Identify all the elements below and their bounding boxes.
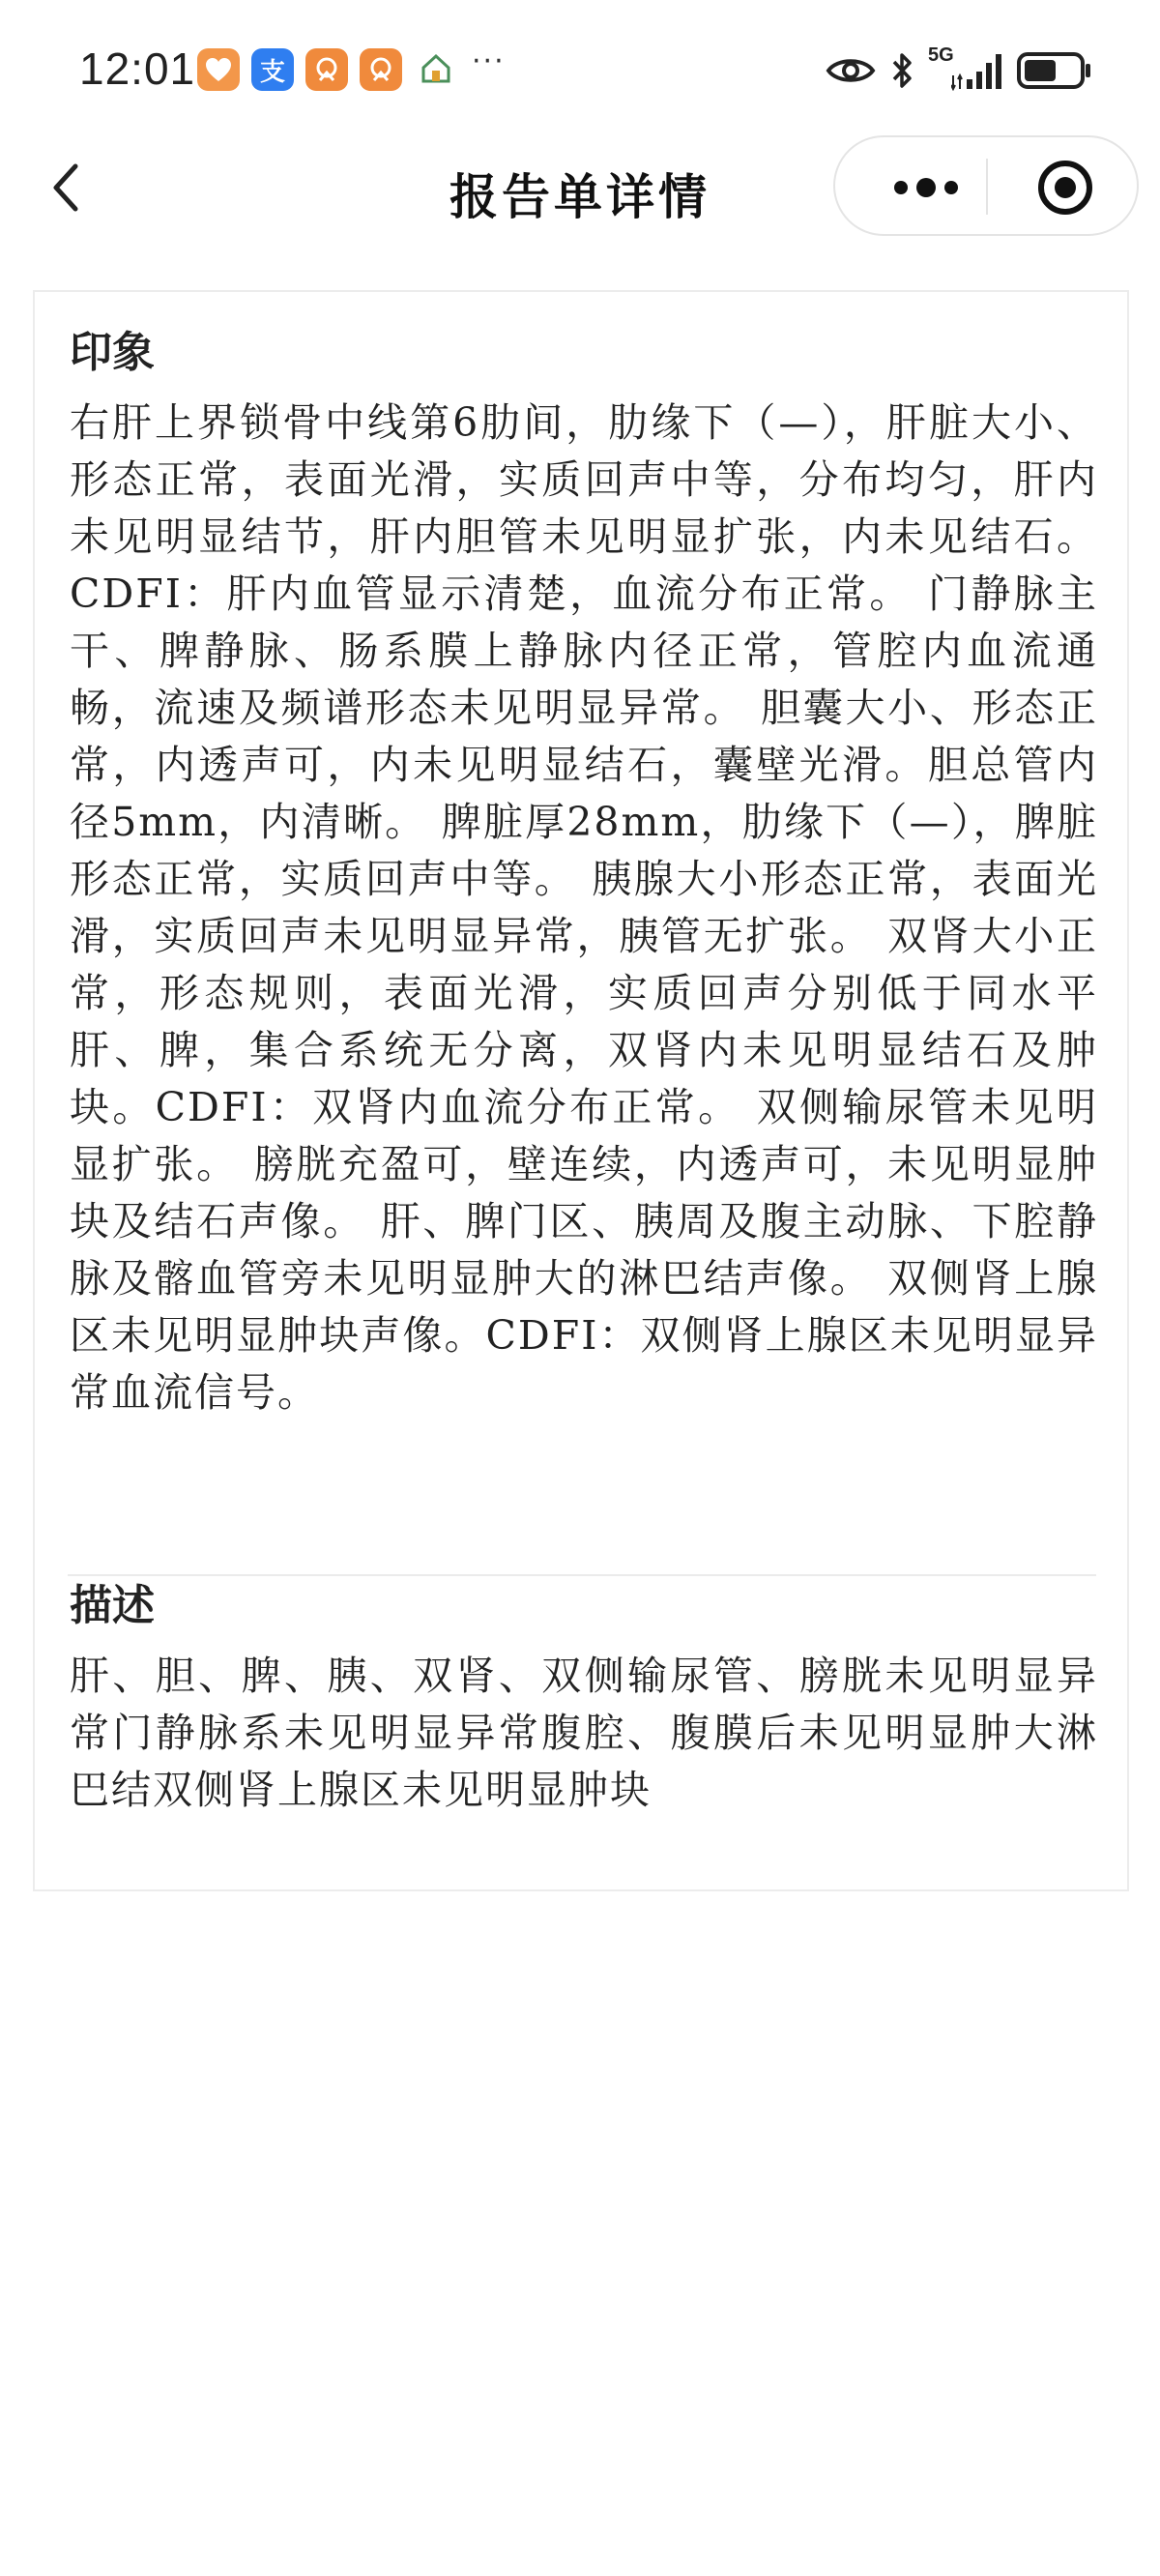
status-time: 12:01 [79, 44, 196, 94]
description-text: 肝、胆、脾、胰、双肾、双侧输尿管、膀胱未见明显异常门静脉系未见明显异常腹腔、腹膜后未见明显肿大淋巴结双侧肾上腺区未见明显肿块 [70, 1653, 1098, 1813]
section-divider [68, 1574, 1096, 1576]
page-title: 报告单详情 [450, 168, 710, 225]
status-bar [0, 0, 1160, 135]
impression-heading: 印象 [70, 328, 155, 377]
app-icon [360, 48, 402, 91]
miniprogram-capsule [833, 135, 1139, 236]
close-target-icon[interactable] [1036, 159, 1094, 217]
alipay-icon: 支 [251, 48, 294, 91]
description-heading: 描述 [70, 1581, 155, 1630]
network-type-label: 5G [928, 44, 954, 66]
battery-icon [1017, 51, 1092, 90]
more-notifications-icon: ··· [472, 44, 506, 78]
description-section [70, 1578, 1098, 1819]
impression-text: 右肝上界锁骨中线第6肋间，肋缘下（—），肝脏大小、形态正常，表面光滑，实质回声中等，分布均匀，肝内未见明显结节，肝内胆管未见明显扩张，内未见结石。CDFI：肝内血管显示清楚，血流分布正常。 门静脉主干、脾静脉、肠系膜上静脉内径正常，管腔内血流通畅，流速及频谱形态未见明显异常。 胆囊大小、形态正常，内透声可，内未见明显结石，囊壁光滑。胆总管内径5mm，内清晰。 脾脏厚28mm，肋缘下（—），脾脏形态正常，实质回声中等。 胰腺大小形态正常，表面光滑，实质回声未见明显异常，胰管无扩张。 双肾大小正常，形态规则，表面光滑，实质回声分别低于同水平肝、脾，集合系统无分离，双肾内未见明显结石及肿块。CDFI：双肾内血流分布正常。 双侧输尿管未见明显扩张。 膀胱充盈可，壁连续，内透声可，未见明显肿块及结石声像。 肝、脾门区、胰周及腹主动脉、下腔静脉及髂血管旁未见明显肿大的淋巴结声像。 双侧肾上腺区未见明显肿块声像。CDFI：双侧肾上腺区未见明显异常血流信号。 [70, 399, 1098, 1416]
bluetooth-icon [889, 50, 914, 91]
heart-app-icon [197, 48, 240, 91]
capsule-divider [986, 159, 988, 215]
more-dots-icon[interactable] [880, 162, 972, 213]
app-icon [305, 48, 348, 91]
signal-icon [928, 44, 1003, 93]
impression-section [70, 325, 1098, 1421]
eye-icon [826, 54, 876, 87]
report-card [33, 290, 1129, 1891]
home-icon [420, 52, 452, 85]
